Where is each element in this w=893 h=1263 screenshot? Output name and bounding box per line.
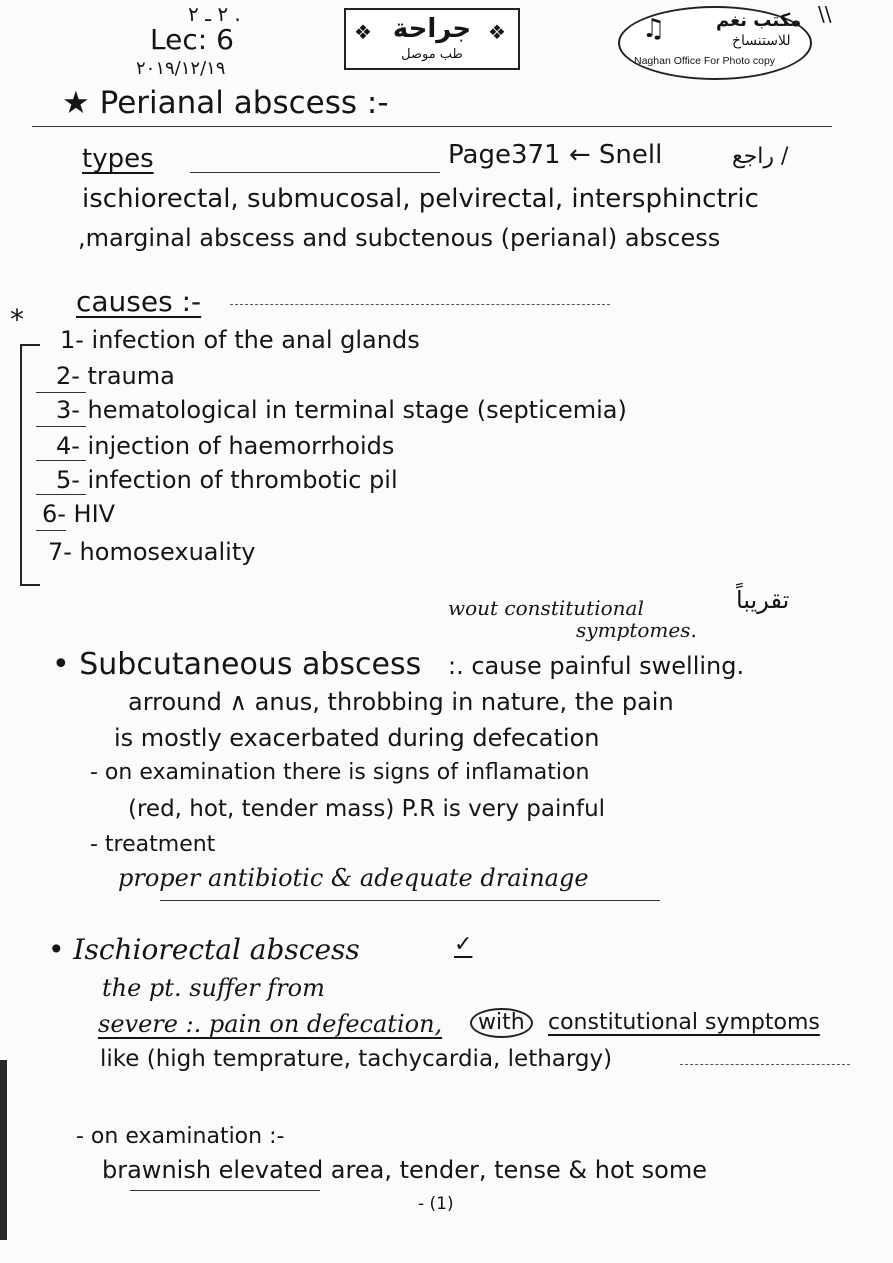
- subcutaneous-title: • Subcutaneous abscess: [52, 647, 422, 682]
- header-top-mark: ٢ ـ ٢ .: [188, 2, 241, 26]
- subcutaneous-desc-2: arround ∧ anus, throbbing in nature, the pain: [128, 688, 674, 716]
- ischiorectal-title: • Ischiorectal abscess: [48, 933, 360, 966]
- types-ref-ar: راجع /: [732, 144, 789, 169]
- photocopy-office-stamp: [618, 6, 812, 80]
- types-line-1: ischiorectal, submucosal, pelvirectal, intersphinctric: [82, 184, 759, 214]
- treatment-underline: [160, 900, 660, 901]
- types-line: [190, 172, 440, 173]
- ischiorectal-dashline: [680, 1064, 850, 1065]
- lecture-date: ٢٠١٩/١٢/١٩: [136, 58, 226, 79]
- subcutaneous-treatment: - treatment: [90, 832, 216, 857]
- cause-underline: [36, 426, 86, 427]
- subject-logo: [344, 8, 520, 70]
- stamp-english: Naghan Office For Photo copy: [634, 55, 776, 67]
- cause-item: 7- homosexuality: [48, 538, 256, 566]
- causes-star: *: [10, 303, 24, 336]
- ischiorectal-exam: - on examination :-: [76, 1124, 285, 1149]
- note-line-2: symptomes.: [576, 618, 697, 642]
- causes-bracket: [20, 344, 40, 586]
- cause-item: 1- infection of the anal glands: [60, 326, 420, 354]
- cause-underline: [36, 460, 86, 461]
- cause-underline: [36, 494, 86, 495]
- subcutaneous-desc-3: is mostly exacerbated during defecation: [114, 724, 600, 752]
- subcutaneous-treatment-detail: proper antibiotic & adequate drainage: [118, 864, 589, 892]
- cause-underline: [36, 530, 66, 531]
- scan-edge: [0, 1060, 7, 1240]
- causes-dashline: [230, 304, 610, 305]
- title-divider: [32, 126, 832, 127]
- exam-detail-underline: [130, 1190, 320, 1191]
- types-ref-page: Page371 ← Snell: [448, 140, 663, 170]
- ischiorectal-exam-detail: brawnish elevated area, tender, tense & hot some: [102, 1156, 707, 1184]
- check-mark-icon: ✓: [454, 932, 473, 957]
- note-line-1: wout constitutional: [448, 596, 644, 620]
- page-number: - (1): [418, 1194, 454, 1214]
- corner-mark: \\: [818, 2, 832, 26]
- ischiorectal-line-2c: constitutional symptoms: [548, 1010, 820, 1035]
- cause-underline: [36, 392, 86, 393]
- subcutaneous-exam-1: - on examination there is signs of inflamation: [90, 760, 590, 785]
- stamp-music-icon: ♫: [642, 14, 666, 44]
- logo-title: جراحة: [392, 14, 472, 44]
- subcutaneous-desc-1: :. cause painful swelling.: [448, 652, 745, 680]
- logo-diamond-left-icon: ❖: [354, 20, 372, 44]
- ischiorectal-line-1: the pt. suffer from: [102, 974, 325, 1002]
- lecture-number: Lec: 6: [150, 23, 234, 56]
- logo-subtitle: طب موصل: [401, 47, 463, 62]
- note-ar: تقريباً: [736, 586, 790, 614]
- types-label: types: [82, 144, 154, 174]
- ischiorectal-line-2b: with: [470, 1008, 533, 1038]
- page-title: ★ Perianal abscess :-: [62, 85, 389, 121]
- cause-item: 6- HIV: [42, 500, 116, 528]
- stamp-subtitle: للاستنساخ: [732, 33, 791, 49]
- cause-item: 4- injection of haemorrhoids: [56, 432, 395, 460]
- types-line-2: ,marginal abscess and subctenous (perianal) abscess: [78, 224, 721, 252]
- cause-item: 3- hematological in terminal stage (septicemia): [56, 396, 627, 424]
- stamp-title: مكتب نغم: [716, 10, 802, 31]
- ischiorectal-line-3: like (high temprature, tachycardia, lethargy): [100, 1046, 613, 1072]
- subcutaneous-exam-2: (red, hot, tender mass) P.R is very painful: [128, 796, 606, 822]
- cause-item: 2- trauma: [56, 362, 175, 390]
- logo-diamond-right-icon: ❖: [488, 20, 506, 44]
- ischiorectal-line-2a: severe :. pain on defecation,: [98, 1010, 443, 1038]
- causes-label: causes :-: [76, 285, 202, 318]
- cause-item: 5- infection of thrombotic pil: [56, 466, 398, 494]
